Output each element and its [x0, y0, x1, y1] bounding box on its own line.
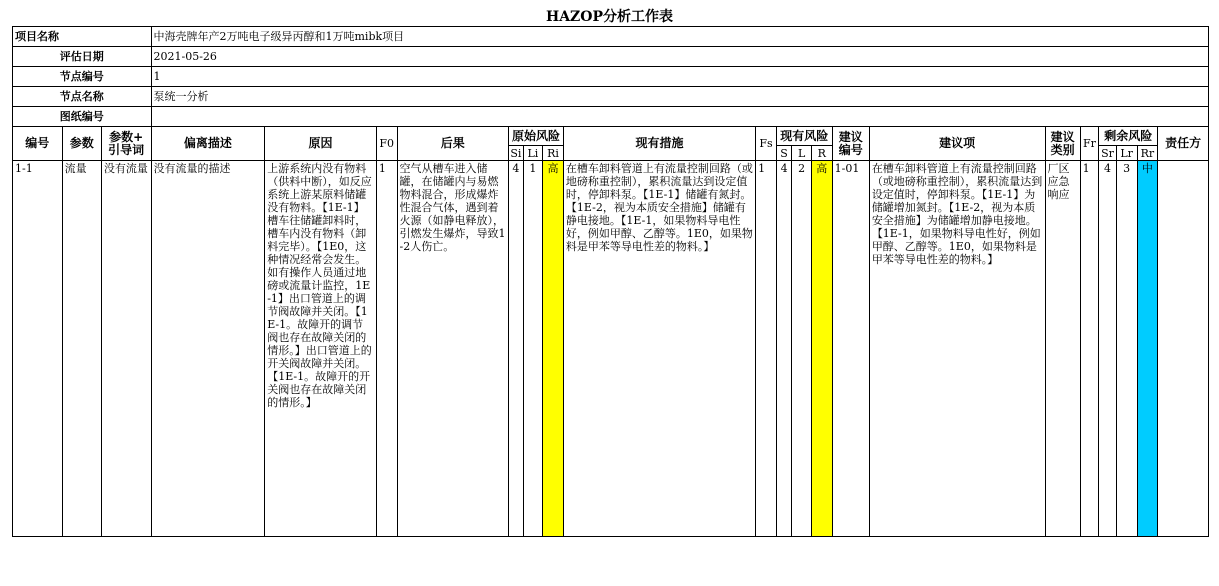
- cell-rr: 中: [1137, 161, 1158, 537]
- cell-sr: 4: [1099, 161, 1117, 537]
- header-consequence: 后果: [397, 127, 509, 161]
- cell-existing-measures: 在槽车卸料管道上有流量控制回路（或地磅称重控制），累积流量达到设定值时，停卸料泵。【1E-1】储罐有氮封。【1E-2，视为本质安全措施】储罐有静电接地。【1E-1，如果物料导电性好，例如甲醇、乙醇等。1E0，如果物料是甲苯等导电性差的物料。】: [563, 161, 755, 537]
- node-name-value: 泵统一分析: [151, 87, 1209, 107]
- cell-param-guide: 没有流量: [101, 161, 151, 537]
- header-f0: F0: [376, 127, 397, 161]
- eval-date-value: 2021-05-26: [151, 47, 1209, 67]
- header-ri: Ri: [543, 146, 564, 161]
- cell-no: 1-1: [13, 161, 63, 537]
- cell-l: 2: [792, 161, 812, 537]
- cell-consequence: 空气从槽车进入储罐，在储罐内与易燃物料混合，形成爆炸性混合气体，遇到着火源（如静电释放），引燃发生爆炸，导致1-2人伤亡。: [397, 161, 509, 537]
- header-li: Li: [523, 146, 543, 161]
- header-fs: Fs: [756, 127, 777, 161]
- header-param-guide-line2: 引导词: [108, 142, 145, 157]
- node-no-label: 节点编号: [13, 67, 152, 87]
- header-param: 参数: [62, 127, 101, 161]
- header-owner: 责任方: [1158, 127, 1209, 161]
- cell-rec-no: 1-01: [832, 161, 869, 537]
- header-l: L: [792, 146, 812, 161]
- header-fr: Fr: [1080, 127, 1099, 161]
- cell-fs: 1: [756, 161, 777, 537]
- header-rec-type: [1045, 127, 1080, 161]
- cell-rec-type: 厂区应急响应: [1045, 161, 1080, 537]
- header-lr: Lr: [1116, 146, 1137, 161]
- cell-li: 1: [523, 161, 543, 537]
- cell-si: 4: [509, 161, 523, 537]
- cell-recommendation: 在槽车卸料管道上有流量控制回路（或地磅称重控制），累积流量达到设定值时，停卸料泵。【1E-1】为储罐增加氮封。【1E-2，视为本质安全措施】为储罐增加静电接地。【1E-1，如果物料导电性好，例如甲醇、乙醇等。1E0，如果物料是甲苯等导电性差的物料。】: [869, 161, 1045, 537]
- header-si: Si: [510, 146, 522, 160]
- header-sr: Sr: [1099, 146, 1117, 161]
- header-rec-no-line1: 建议: [838, 129, 863, 144]
- header-param-guide-line1: 参数+: [109, 129, 144, 144]
- header-rec-no-line2: 编号: [838, 142, 863, 157]
- cell-s: 4: [776, 161, 792, 537]
- cell-cause: 上游系统内没有物料（供料中断），如反应系统上游某原料储罐没有物料。【1E-1】槽车往储罐卸料时，槽车内没有物料（卸料完毕）。【1E0，这种情况经常会发生。如有操作人员通过地磅或流量计监控，1E-1】出口管道上的调节阀故障并关闭。【1E-1。故障开的调节阀也存在故障关闭的情形。】出口管道上的开关阀故障并关闭。【1E-1。故障开的开关阀也存在故障关闭的情形。】: [265, 161, 377, 537]
- header-rec-no: [832, 127, 869, 161]
- table-row: [13, 161, 1209, 537]
- header-orig-risk: 原始风险: [509, 127, 564, 146]
- project-name-label: 项目名称: [13, 27, 152, 47]
- header-curr-risk: 现有风险: [776, 127, 832, 146]
- header-existing-measures: 现有措施: [563, 127, 755, 161]
- project-name-value: 中海壳牌年产2万吨电子级异丙醇和1万吨mibk项目: [151, 27, 1209, 47]
- cell-fr: 1: [1080, 161, 1099, 537]
- cell-owner: [1158, 161, 1209, 537]
- drawing-no-label: 图纸编号: [13, 107, 152, 127]
- header-no: 编号: [13, 127, 63, 161]
- cell-param: 流量: [62, 161, 101, 537]
- header-cause: 原因: [265, 127, 377, 161]
- eval-date-label: 评估日期: [13, 47, 152, 67]
- hazop-worksheet: [12, 26, 1209, 537]
- header-recommendation: 建议项: [869, 127, 1045, 161]
- node-name-label: 节点名称: [13, 87, 152, 107]
- header-r: R: [811, 146, 832, 161]
- header-rec-type-line1: 建议: [1050, 129, 1075, 144]
- cell-lr: 3: [1116, 161, 1137, 537]
- cell-r: 高: [811, 161, 832, 537]
- cell-deviation-desc: 没有流量的描述: [151, 161, 265, 537]
- node-no-value: 1: [151, 67, 1209, 87]
- header-deviation-desc: 偏离描述: [151, 127, 265, 161]
- header-rr: Rr: [1137, 146, 1158, 161]
- header-resid-risk: 剩余风险: [1099, 127, 1158, 146]
- drawing-no-value: [151, 107, 1209, 127]
- cell-f0: 1: [376, 161, 397, 537]
- header-s: S: [776, 146, 792, 161]
- header-rec-type-line2: 类别: [1050, 142, 1075, 157]
- page-title: HAZOP分析工作表: [545, 9, 674, 25]
- header-param-guide: [101, 127, 151, 161]
- cell-ri: 高: [543, 161, 564, 537]
